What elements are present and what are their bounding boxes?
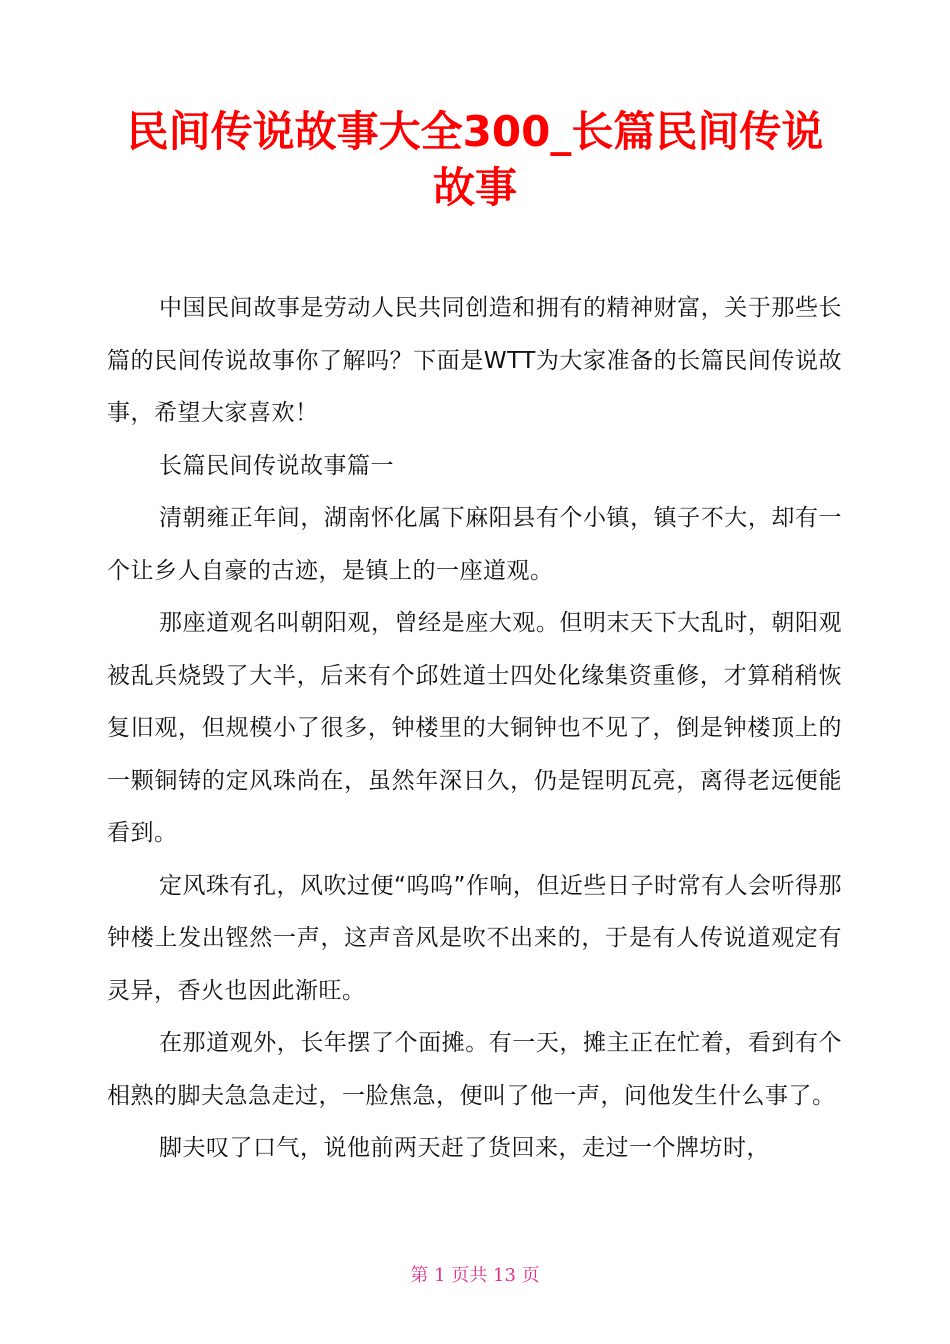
section-heading: 长篇民间传说故事篇一 [159, 452, 394, 479]
document-title-line-2: 故事 [432, 163, 517, 212]
story-paragraph: 那座道观名叫朝阳观，曾经是座大观。但明末天下大乱时，朝阳观被乱兵烧毁了大半，后来有个邱姓道士四处化缘集资重修，才算稍稍恢复旧观，但规模小了很多，钟楼里的大铜钟也不见了，倒是钟楼顶上的一颗铜铸的定风珠尚在，虽然年深日久，仍是锃明瓦亮，离得老远便能看到。 [107, 610, 842, 846]
document-title-line-1: 民间传说故事大全300_长篇民间传说 [126, 107, 824, 156]
document-title [110, 104, 840, 216]
story-paragraph: 清朝雍正年间，湖南怀化属下麻阳县有个小镇，镇子不大，却有一个让乡人自豪的古迹，是镇上的一座道观。 [107, 505, 842, 584]
document-body [107, 282, 842, 1175]
intro-paragraph: 中国民间故事是劳动人民共同创造和拥有的精神财富，关于那些长篇的民间传说故事你了解吗？下面是WTT为大家准备的长篇民间传说故事，希望大家喜欢！ [107, 295, 842, 426]
story-paragraph: 定风珠有孔，风吹过便“呜呜”作响，但近些日子时常有人会听得那钟楼上发出铿然一声，这声音风是吹不出来的，于是有人传说道观定有灵异，香火也因此渐旺。 [107, 872, 842, 1004]
page-indicator: 第 1 页共 13 页 [410, 1265, 540, 1286]
story-paragraph: 在那道观外，长年摆了个面摊。有一天，摊主正在忙着，看到有个相熟的脚夫急急走过，一脸焦急，便叫了他一声，问他发生什么事了。 [107, 1030, 842, 1109]
story-paragraph: 脚夫叹了口气，说他前两天赶了货回来，走过一个牌坊时， [159, 1135, 770, 1161]
